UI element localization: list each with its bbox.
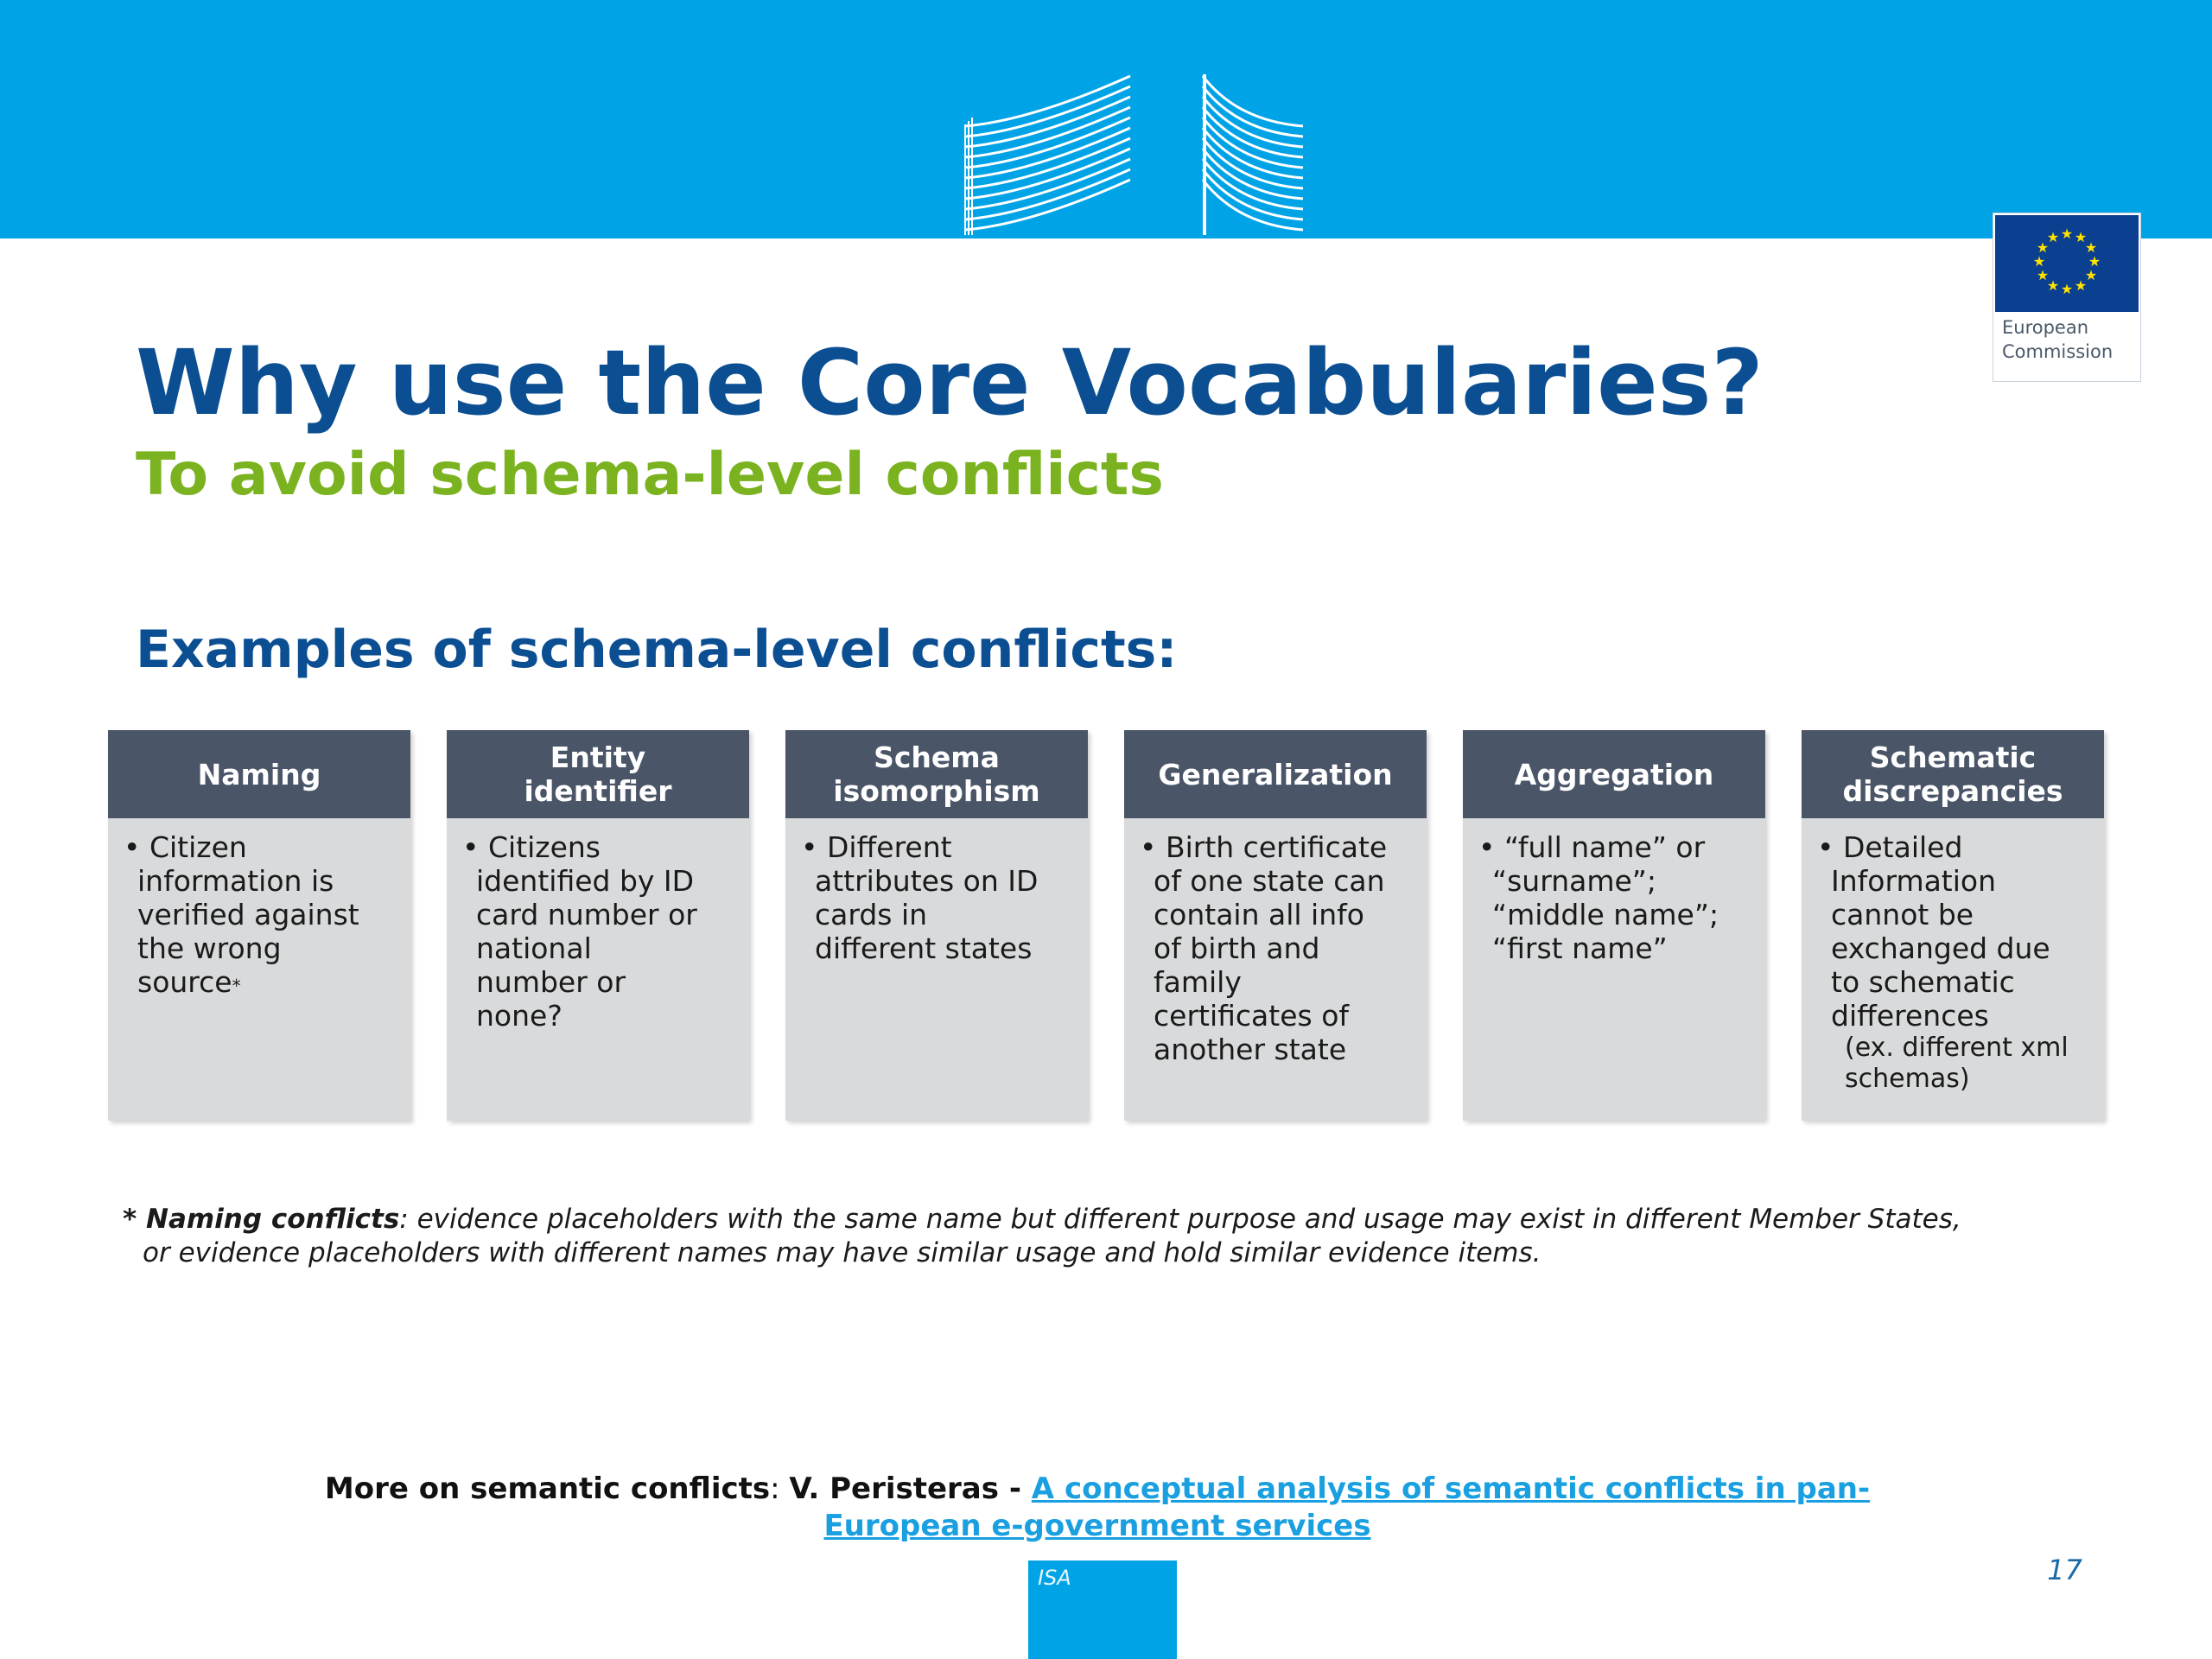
card-header bbox=[1124, 730, 1427, 818]
isa-footer-tab bbox=[1028, 1560, 1177, 1659]
conflict-card-schematic-discrepancies bbox=[1802, 730, 2104, 1121]
svg-text:★: ★ bbox=[2032, 253, 2046, 270]
card-title: Schema isomorphism bbox=[833, 741, 1040, 808]
card-text: • Birth certificate of one state can contain all info of birth and family certificates of another state bbox=[1140, 830, 1388, 1066]
card-text-content: • Citizen information is verified against the wrong source bbox=[124, 830, 359, 999]
card-note: (ex. different xml schemas) bbox=[1845, 1033, 2069, 1094]
card-body bbox=[785, 818, 1088, 1121]
reference-author: V. Peristeras bbox=[789, 1471, 999, 1506]
svg-text:★: ★ bbox=[2036, 267, 2050, 283]
svg-text:★: ★ bbox=[2036, 239, 2050, 256]
svg-text:★: ★ bbox=[2074, 229, 2088, 245]
svg-text:★: ★ bbox=[2074, 277, 2088, 294]
card-text bbox=[124, 830, 421, 1003]
card-title: Aggregation bbox=[1514, 757, 1714, 791]
conflict-card-generalization bbox=[1124, 730, 1427, 1121]
card-text-content: • Detailed Information cannot be exchanged due to schematic differences bbox=[1817, 830, 2050, 1033]
logo-caption-box bbox=[1993, 213, 2141, 382]
svg-text:★: ★ bbox=[2060, 226, 2074, 242]
svg-text:★: ★ bbox=[2084, 239, 2098, 256]
card-body bbox=[1802, 818, 2104, 1121]
card-header bbox=[1463, 730, 1765, 818]
card-title: Schematic discrepancies bbox=[1842, 741, 2063, 808]
footnote bbox=[123, 1203, 2179, 1270]
reference-line bbox=[259, 1471, 1936, 1545]
conflict-card-entity-identifier bbox=[447, 730, 749, 1121]
conflict-types-grid bbox=[108, 730, 2104, 1121]
svg-text:★: ★ bbox=[2046, 229, 2060, 245]
card-title: Naming bbox=[197, 757, 321, 791]
conflict-card-aggregation bbox=[1463, 730, 1765, 1121]
card-text: • Different attributes on ID cards in different states bbox=[801, 830, 1039, 965]
footnote-term: Naming conflicts bbox=[146, 1204, 400, 1235]
logo-caption: European Commission bbox=[2002, 317, 2113, 362]
reference-label: More on semantic conflicts bbox=[324, 1471, 771, 1506]
card-text: • Citizens identified by ID card number or national number or none? bbox=[462, 830, 697, 1033]
card-header bbox=[447, 730, 749, 818]
card-body bbox=[447, 818, 749, 1121]
card-text bbox=[1817, 830, 2114, 1095]
card-header bbox=[108, 730, 410, 818]
svg-text:★: ★ bbox=[2084, 267, 2098, 283]
isa-label: ISA bbox=[1038, 1566, 1071, 1590]
berlaymont-building-icon bbox=[961, 71, 1306, 244]
svg-text:★: ★ bbox=[2088, 253, 2101, 270]
page-number: 17 bbox=[2047, 1554, 2082, 1586]
eu-flag-icon bbox=[1995, 215, 2139, 312]
card-title: Generalization bbox=[1158, 757, 1393, 791]
page-title: Why use the Core Vocabularies? bbox=[136, 330, 1764, 435]
footnote-text: : evidence placeholders with the same name but different purpose and usage may exist in different Member States, bbox=[399, 1204, 1961, 1235]
card-body bbox=[1463, 818, 1765, 1121]
card-title: Entity identifier bbox=[524, 741, 672, 808]
section-heading: Examples of schema-level conflicts: bbox=[136, 620, 1178, 680]
card-header bbox=[1802, 730, 2104, 818]
page-subtitle: To avoid schema-level conflicts bbox=[136, 441, 1164, 509]
footnote-marker: * bbox=[123, 1204, 147, 1235]
card-header bbox=[785, 730, 1088, 818]
reference-separator: : bbox=[770, 1471, 790, 1506]
svg-text:★: ★ bbox=[2046, 277, 2060, 294]
conflict-card-naming bbox=[108, 730, 410, 1121]
european-commission-logo bbox=[961, 71, 2113, 362]
conflict-card-schema-isomorphism bbox=[785, 730, 1088, 1121]
card-body bbox=[108, 818, 410, 1121]
footnote-text-continued: or evidence placeholders with different names may have similar usage and hold similar evidence items. bbox=[143, 1237, 1541, 1268]
footnote-marker: * bbox=[232, 976, 241, 996]
reference-link[interactable]: A conceptual analysis of semantic conflicts in pan-European e-government services bbox=[823, 1471, 1871, 1543]
reference-dash: - bbox=[999, 1471, 1032, 1506]
svg-text:★: ★ bbox=[2060, 281, 2074, 297]
card-text: • “full name” or “surname”; “middle name”; “first name” bbox=[1478, 830, 1719, 965]
card-body bbox=[1124, 818, 1427, 1121]
